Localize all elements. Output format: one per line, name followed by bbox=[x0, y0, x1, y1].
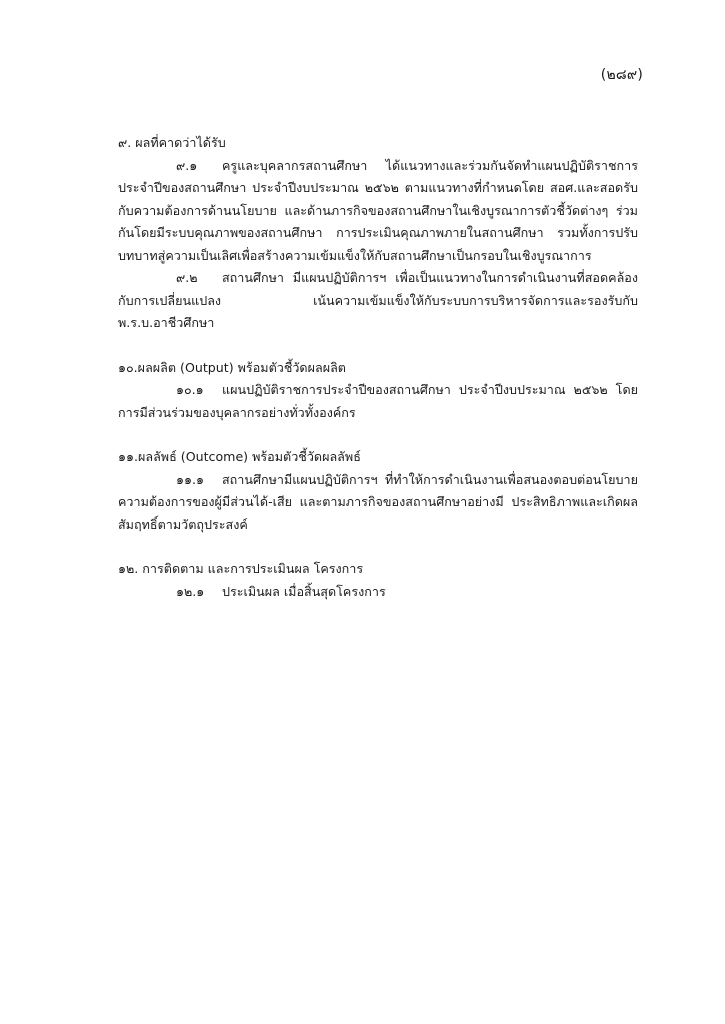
list-item bbox=[118, 581, 638, 604]
list-item bbox=[118, 379, 638, 424]
document-body bbox=[118, 132, 638, 603]
item-text: ครูและบุคลากรสถานศึกษา ได้แนวทางและร่วมกันจัดทำแผนปฏิบัติราชการประจำปีของสถานศึกษา ประจำปีงบประมาณ ๒๕๖๒ ตามแนวทางที่กำหนดโดย สอศ.และสอดรับกับความต้องการด้านนโยบาย และด้านภารกิจของสถานศึกษาในเชิงบูรณาการตัวชี้วัดต่างๆ ร่วมกันโดยมีระบบคุณภาพของสถานศึกษา การประเมินคุณภาพภายในสถานศึกษา รวมทั้งการปรับบทบาทสู่ความเป็นเลิศเพื่อสร้างความเข้มแข็งให้กับสถานศึกษาเป็นกรอบในเชิงบูรณาการ bbox=[118, 157, 638, 263]
item-text: สถานศึกษามีแผนปฏิบัติการฯ ที่ทำให้การดำเนินงานเพื่อสนองตอบต่อนโยบายความต้องการของผู้มีส่วนได้-เสีย และตามภารกิจของสถานศึกษาอย่างมี ประสิทธิภาพและเกิดผลสัมฤทธิ์ตามวัตถุประสงค์ bbox=[118, 471, 638, 532]
section-heading: ๙. ผลที่คาดว่าได้รับ bbox=[118, 135, 226, 150]
section-monitoring bbox=[118, 558, 638, 603]
item-number: ๑๑.๑ bbox=[176, 471, 204, 487]
item-text: ประเมินผล เมื่อสิ้นสุดโครงการ bbox=[222, 583, 386, 599]
section-heading: ๑๒. การติดตาม และการประเมินผล โครงการ bbox=[118, 561, 364, 576]
item-number: ๙.๒ bbox=[176, 270, 198, 285]
item-number: ๙.๑ bbox=[176, 157, 198, 173]
item-text: สถานศึกษา มีแผนปฏิบัติการฯ เพื่อเป็นแนวทางในการดำเนินงานที่สอดคล้องกับการเปลี่ยนแปลง เน้นความเข้มแข็งให้กับระบบการบริหารจัดการและรองรับกับ พ.ร.บ.อาชีวศึกษา bbox=[118, 270, 638, 330]
section-expected-results bbox=[118, 132, 638, 335]
section-outcome bbox=[118, 446, 638, 536]
list-item bbox=[118, 469, 638, 537]
item-text: แผนปฏิบัติราชการประจำปีของสถานศึกษา ประจำปีงบประมาณ ๒๕๖๒ โดยการมีส่วนร่วมของบุคลากรอย่างทั่วทั้งองค์กร bbox=[118, 382, 638, 420]
section-output bbox=[118, 357, 638, 425]
section-heading: ๑๐.ผลผลิต (Output) พร้อมตัวชี้วัดผลผลิต bbox=[118, 359, 346, 375]
list-item bbox=[118, 267, 638, 335]
item-number: ๑๐.๑ bbox=[176, 382, 204, 397]
list-item bbox=[118, 155, 638, 268]
section-heading: ๑๑.ผลลัพธ์ (Outcome) พร้อมตัวชี้วัดผลลัพธ์ bbox=[118, 449, 361, 464]
item-number: ๑๒.๑ bbox=[176, 583, 205, 599]
page-number: (๒๘๙) bbox=[600, 67, 643, 83]
